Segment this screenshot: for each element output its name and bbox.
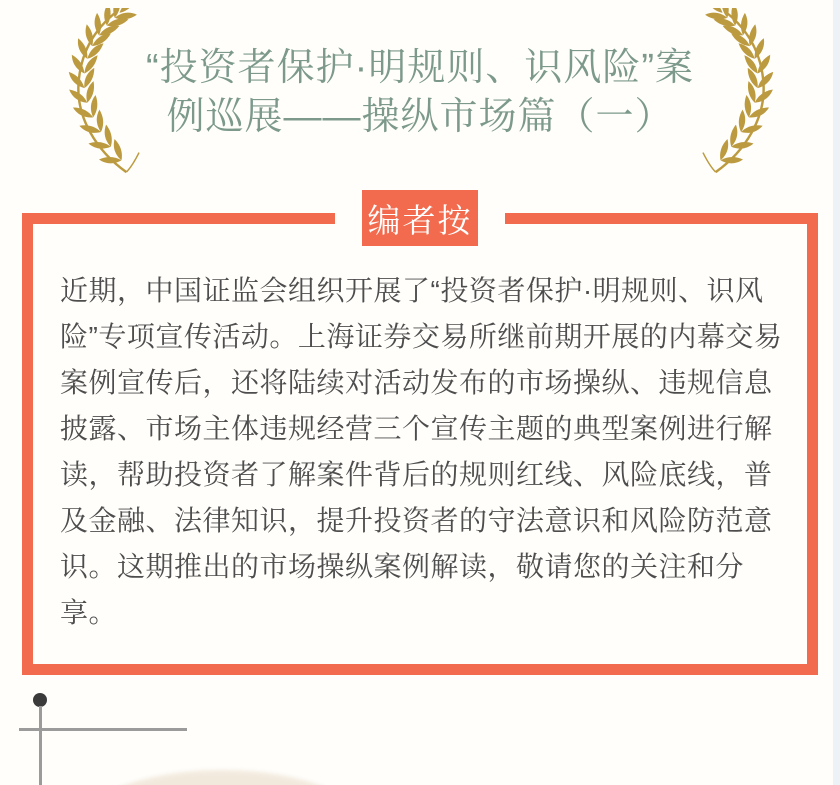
page-title-line-1: “投资者保护·明规则、识风险”案 xyxy=(146,47,694,89)
page-edge-strip xyxy=(833,0,840,785)
timeline-dot xyxy=(33,693,47,707)
timeline-horizontal-line xyxy=(19,728,187,731)
page-title xyxy=(130,44,710,142)
background-arc xyxy=(76,770,368,785)
timeline-vertical-line xyxy=(39,706,42,785)
laurel-right-icon xyxy=(700,8,786,176)
page-title-line-2: 例巡展——操纵市场篇（一） xyxy=(166,96,674,138)
editor-note-box xyxy=(22,201,818,675)
editor-note-badge-wrap xyxy=(335,190,505,246)
editor-note-badge: 编者按 xyxy=(362,190,478,246)
editor-note-text: 近期，中国证监会组织开展了“投资者保护·明规则、识风险”专项宣传活动。上海证券交易所继前期开展的内幕交易案例宣传后，还将陆续对活动发布的市场操纵、违规信息披露、市场主体违规经营三个宣传主题的典型案例进行解读，帮助投资者了解案件背后的规则红线、风险底线，普及金融、法律知识，提升投资者的守法意识和风险防范意识。这期推出的市场操纵案例解读，敬请您的关注和分享。 xyxy=(60,275,783,628)
